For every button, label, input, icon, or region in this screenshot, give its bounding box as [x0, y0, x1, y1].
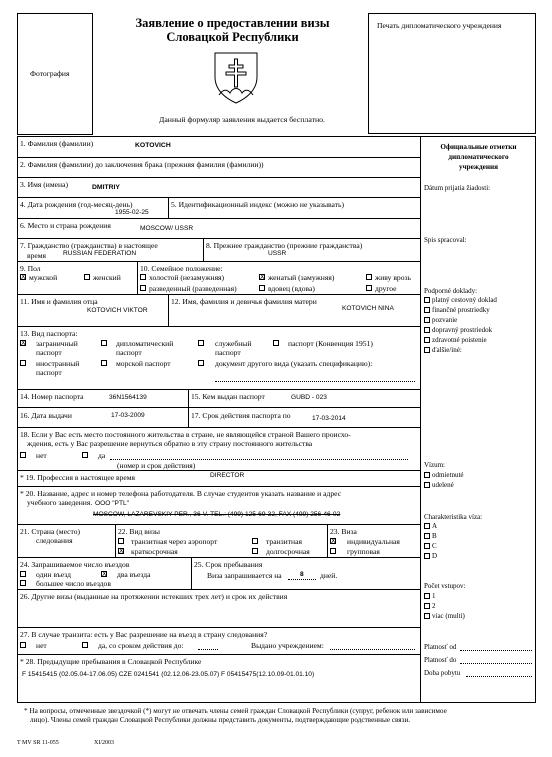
id-index-label: 5. Идентификационный индекс (можно не указывать)	[171, 200, 345, 209]
char-b-checkbox[interactable]	[424, 533, 430, 539]
passport-type-label: 13. Вид паспорта:	[20, 329, 78, 338]
visa-group-checkbox[interactable]	[330, 548, 336, 554]
row-sep	[17, 627, 420, 628]
col-sep	[137, 261, 138, 294]
transit-issued-label: Выдано учреждением:	[251, 641, 324, 650]
sex-label: 9. Пол	[20, 264, 41, 273]
visa-short-term-checkbox[interactable]: X	[119, 548, 124, 555]
visa-refused-checkbox[interactable]	[424, 472, 430, 478]
valid-from-line	[460, 650, 532, 651]
employer-address-value[interactable]: MOSCOW, LAZAREVSKIY PER., 36-V. TEL.: (499) 125-69-32, FAX (499) 256-46-02	[93, 511, 341, 518]
passport-issuer-label: 15. Кем выдан паспорт	[191, 392, 265, 401]
transit-no-checkbox[interactable]	[20, 642, 26, 648]
marital-married-checkbox[interactable]: X	[260, 274, 265, 281]
birth-place-value[interactable]: MOSCOW/ USSR	[140, 225, 194, 232]
date-received-label: Dátum prijatia žiadosti:	[424, 184, 491, 192]
char-c-label: C	[432, 542, 437, 550]
mother-name-label: 12. Имя, фамилия и девичья фамилия матери	[171, 297, 317, 306]
row-sep	[17, 218, 420, 219]
row-sep	[17, 261, 420, 262]
visa-title: Vízum:	[424, 461, 445, 469]
passport-service-label-2: паспорт	[215, 348, 241, 357]
previous-stays-value[interactable]: F 15415415 (02.05.04-17.06.05) CZE 0241541 (02.12.06-23.05.07) F 05415475(12.10.09-01.01.10)	[22, 671, 315, 678]
citizenship-value[interactable]: RUSSIAN FEDERATION	[63, 250, 137, 257]
col-sep	[188, 389, 189, 427]
passport-convention-label: паспорт (Конвенция 1951)	[288, 339, 373, 348]
previous-stays-label: * 28. Предыдущие пребывания в Словацкой Республике	[20, 657, 202, 666]
entries-2-checkbox[interactable]	[424, 603, 430, 609]
doc-label-5: zdravotné poistenie	[432, 336, 487, 344]
page-title	[100, 16, 365, 44]
photo-box	[17, 13, 93, 135]
entries-multi-label: viac (multi)	[432, 612, 465, 620]
passport-convention-checkbox[interactable]	[273, 340, 279, 346]
passport-foreign-label-2: паспорт	[36, 348, 62, 357]
stay-duration-days: дней.	[320, 571, 338, 580]
free-note: Данный формуляр заявления выдается бесплатно.	[159, 115, 326, 124]
marital-married-label: женатый (замужняя)	[268, 273, 335, 282]
former-citizenship-value[interactable]: USSR	[268, 250, 287, 257]
sex-male-checkbox[interactable]: X	[21, 274, 26, 281]
mother-name-value[interactable]: KOTOVICH NINA	[342, 305, 394, 312]
footnote-line-1: * На вопросы, отмеченные звездочкой (*) могут не отвечать члены семей граждан Словацкой Республики (супруг, ребенок или зависимое	[24, 707, 447, 715]
char-d-label: D	[432, 552, 438, 560]
passport-number-value[interactable]: 36N1564139	[109, 394, 147, 401]
marital-single-label: холостой (незамужняя)	[149, 273, 225, 282]
marital-divorced-checkbox[interactable]	[140, 285, 146, 291]
residence-yes-label: да	[98, 451, 106, 460]
char-c-checkbox[interactable]	[424, 543, 430, 549]
marital-other-checkbox[interactable]	[366, 285, 372, 291]
sex-female-label: женский	[93, 273, 121, 282]
doc-label-1: platný cestovný doklad	[432, 296, 497, 304]
passport-service-label: служебный	[215, 339, 252, 348]
doc-label-6: ďalšie/iné:	[432, 346, 462, 354]
doc-label-2: finančné prostriedky	[432, 306, 490, 314]
residence-yes-checkbox[interactable]	[82, 452, 88, 458]
passport-foreign-label: заграничный	[36, 339, 78, 348]
visa-type-label: 22. Вид визы	[118, 527, 161, 536]
stay-duration-value[interactable]: 8	[300, 571, 304, 578]
visa-transit-checkbox[interactable]	[252, 538, 258, 544]
row-sep	[17, 197, 420, 198]
transit-issued-line	[330, 649, 415, 650]
father-name-label: 11. Имя и фамилия отца	[20, 297, 98, 306]
entries-double-label: два въезда	[117, 570, 151, 579]
docs-title: Podporné doklady:	[424, 287, 478, 295]
row-sep	[17, 654, 420, 655]
stay-duration-text: Виза запрашивается на	[207, 571, 282, 580]
valid-from-label: Platnosť od	[424, 643, 457, 651]
official-title-2: дипломатического	[448, 153, 509, 161]
visa-group-label: групповая	[347, 547, 380, 556]
issue-date-label: 16. Дата выдачи	[20, 411, 72, 420]
sex-male-label: мужской	[29, 273, 58, 282]
visa-granted-label: udelené	[432, 481, 454, 489]
other-visas-label: 26. Другие визы (выданные на протяжении истекших трех лет) и срок их действия	[20, 592, 288, 601]
destination-label: 21. Страна (место)	[20, 527, 81, 536]
processed-by-label: Spis spracoval:	[424, 236, 467, 244]
char-title: Charakteristika víza:	[424, 513, 483, 521]
employer-label-1: * 20. Название, адрес и номер телефона работодателя. В случае студентов указать название и адрес	[20, 489, 342, 498]
col-sep	[327, 524, 328, 557]
char-d-checkbox[interactable]	[424, 553, 430, 559]
entries-1-checkbox[interactable]	[424, 593, 430, 599]
first-name-label: 3. Имя (имена)	[20, 180, 69, 189]
passport-expiry-label: 17. Срок действия паспорта по	[191, 411, 291, 420]
valid-to-line	[460, 663, 532, 664]
doc-label-4: dopravný prostriedok	[432, 326, 493, 334]
employer-name-value[interactable]: ООО "PTL"	[95, 500, 129, 507]
marital-separated-checkbox[interactable]	[366, 274, 372, 280]
visa-individual-label: индивидуальная	[347, 537, 400, 546]
entries-single-label: один въезд	[36, 570, 71, 579]
entries-multi-checkbox[interactable]	[424, 613, 430, 619]
transit-label: 27. В случае транзита: есть у Вас разрешение на въезд в страну следования?	[20, 630, 268, 639]
father-name-value[interactable]: KOTOVICH VIKTOR	[87, 307, 148, 314]
first-name-value[interactable]: DMITRIY	[92, 184, 120, 191]
visa-long-term-label: долгосрочная	[266, 547, 310, 556]
form-date: XI/2003	[94, 740, 114, 746]
passport-expiry-value[interactable]: 17-03-2014	[312, 415, 346, 422]
row-sep	[17, 524, 420, 525]
row-sep	[17, 557, 420, 558]
passport-other-label: документ другого вида (указать спецификацию):	[215, 359, 373, 368]
visa-individual-checkbox[interactable]: X	[331, 538, 336, 545]
issue-date-value[interactable]: 17-03-2009	[111, 412, 145, 419]
stay-length-line	[466, 676, 532, 677]
passport-other-checkbox[interactable]	[198, 360, 204, 366]
row-sep	[17, 238, 420, 239]
entries-double-checkbox[interactable]: X	[102, 571, 107, 578]
citizenship-label: 7. Гражданство (гражданства) в настоящее	[20, 241, 158, 250]
transit-yes-checkbox[interactable]	[82, 642, 88, 648]
row-sep	[17, 486, 420, 487]
title-line-2: Словацкой Республики	[166, 30, 299, 44]
entries-requested-label: 24. Запрашиваемое число въездов	[20, 560, 130, 569]
passport-other-line	[215, 381, 415, 382]
profession-label: * 19. Профессия в настоящее время	[20, 473, 136, 482]
passport-seaman-checkbox[interactable]	[101, 360, 107, 366]
visa-airport-transit-checkbox[interactable]	[118, 538, 124, 544]
col-sep	[191, 557, 192, 589]
char-a-checkbox[interactable]	[424, 523, 430, 529]
marital-single-checkbox[interactable]	[140, 274, 146, 280]
surname-label: 1. Фамилия (фамилии)	[20, 139, 94, 148]
visa-short-term-label: краткосрочная	[131, 547, 178, 556]
doc-checkbox-1[interactable]	[424, 297, 430, 303]
passport-issuer-value[interactable]: GUBD - 023	[291, 394, 327, 401]
footnote-line-2: лицо). Члены семей граждан Словацкой Республики должны представить документы, подтверждающие родственные связи.	[30, 716, 411, 724]
visa-kind-label: 23. Виза	[330, 527, 357, 536]
doc-checkbox-5[interactable]	[424, 337, 430, 343]
char-a-label: A	[432, 522, 438, 530]
transit-no-label: нет	[36, 641, 47, 650]
passport-alien-label-2: паспорт	[36, 368, 62, 377]
residence-label-2: ждения, есть у Вас разрешение вернуться обратно в эту страну постоянного жительства	[27, 439, 313, 448]
passport-seaman-label: морской паспорт	[116, 359, 171, 368]
marital-divorced-label: разведенный (разведенная)	[149, 284, 237, 293]
row-sep	[17, 407, 420, 408]
passport-alien-checkbox[interactable]	[20, 360, 26, 366]
entries-single-checkbox[interactable]	[20, 571, 26, 577]
entries-1-label: 1	[432, 592, 436, 600]
char-b-label: B	[432, 532, 437, 540]
transit-date-line	[198, 649, 218, 650]
visa-transit-label: транзитная	[266, 537, 302, 546]
passport-foreign-checkbox[interactable]: X	[21, 340, 26, 347]
row-sep	[17, 427, 420, 428]
surname-value[interactable]: KOTOVICH	[135, 142, 171, 149]
stamp-label: Печать дипломатического учреждения	[377, 21, 502, 30]
birth-date-value[interactable]: 1955-02-25	[115, 209, 149, 216]
former-citizenship-label: 8. Прежнее гражданство (прежние гражданства)	[206, 241, 363, 250]
doc-checkbox-6[interactable]	[424, 347, 430, 353]
entries-multiple-label: большее число въездов	[36, 579, 111, 588]
employer-label-2: учебного заведения.	[27, 498, 93, 507]
row-sep	[17, 294, 420, 295]
stay-length-label: Doba pobytu	[424, 669, 461, 677]
passport-service-checkbox[interactable]	[198, 340, 204, 346]
doc-label-3: pozvanie	[432, 316, 458, 324]
stay-duration-line	[288, 579, 316, 580]
birth-place-label: 6. Место и страна рождения	[20, 221, 111, 230]
stamp-box	[368, 13, 536, 134]
col-sep	[115, 524, 116, 557]
residence-no-label: нет	[36, 451, 47, 460]
sex-female-checkbox[interactable]	[84, 274, 90, 280]
citizenship-label-2: время	[27, 251, 47, 260]
birth-date-label: 4. Дата рождения (год-месяц-день)	[20, 200, 133, 209]
row-sep	[17, 157, 420, 158]
row-sep	[17, 470, 420, 471]
official-title-1: Официальные отметки	[440, 143, 517, 151]
col-sep	[168, 197, 169, 218]
official-title	[421, 142, 536, 172]
official-column-divider	[420, 136, 421, 703]
doc-checkbox-4[interactable]	[424, 327, 430, 333]
passport-number-label: 14. Номер паспорта	[20, 392, 84, 401]
row-sep	[17, 326, 420, 327]
marital-separated-label: живу врозь	[375, 273, 411, 282]
residence-note: (номер и срок действия)	[117, 461, 196, 470]
row-sep	[17, 177, 420, 178]
passport-alien-label: иностранный	[36, 359, 80, 368]
marital-label: 10. Семейное положение:	[140, 264, 223, 273]
entries-multiple-checkbox[interactable]	[20, 580, 26, 586]
passport-diplomatic-checkbox[interactable]	[101, 340, 107, 346]
row-sep	[17, 389, 420, 390]
doc-checkbox-3[interactable]	[424, 317, 430, 323]
coat-of-arms-icon	[213, 51, 259, 105]
title-line-1: Заявление о предоставлении визы	[135, 16, 330, 30]
marital-other-label: другое	[375, 284, 397, 293]
entries-title: Počet vstupov:	[424, 582, 466, 590]
residence-line	[110, 459, 408, 460]
passport-diplomatic-label-2: паспорт	[116, 348, 142, 357]
destination-label-2: следования	[36, 536, 73, 545]
birth-surname-label: 2. Фамилия (фамилии) до заключения брака (прежняя фамилия (фамилии))	[20, 160, 264, 169]
profession-value[interactable]: DIRECTOR	[210, 472, 245, 479]
valid-to-label: Platnosť do	[424, 656, 457, 664]
stay-duration-label: 25. Срок пребывания	[194, 560, 263, 569]
marital-widowed-label: вдовец (вдова)	[268, 284, 315, 293]
doc-checkbox-2[interactable]	[424, 307, 430, 313]
marital-widowed-checkbox[interactable]	[259, 285, 265, 291]
entries-2-label: 2	[432, 602, 436, 610]
photo-label: Фотография	[30, 69, 70, 78]
visa-long-term-checkbox[interactable]	[252, 548, 258, 554]
transit-yes-label: да, со сроком действия до:	[98, 641, 184, 650]
visa-airport-transit-label: транзитная через аэропорт	[131, 537, 218, 546]
col-sep	[203, 238, 204, 261]
form-code: T MV SR 11-055	[17, 740, 59, 746]
visa-refused-label: odmietnuté	[432, 471, 464, 479]
residence-no-checkbox[interactable]	[20, 452, 26, 458]
residence-label-1: 18. Если у Вас есть место постоянного жительства в стране, не являющейся страной Вашего происхо-	[20, 430, 351, 439]
col-sep	[168, 294, 169, 326]
official-title-3: учреждения	[458, 163, 499, 171]
passport-diplomatic-label: дипломатический	[116, 339, 174, 348]
visa-granted-checkbox[interactable]	[424, 482, 430, 488]
row-sep	[17, 589, 420, 590]
